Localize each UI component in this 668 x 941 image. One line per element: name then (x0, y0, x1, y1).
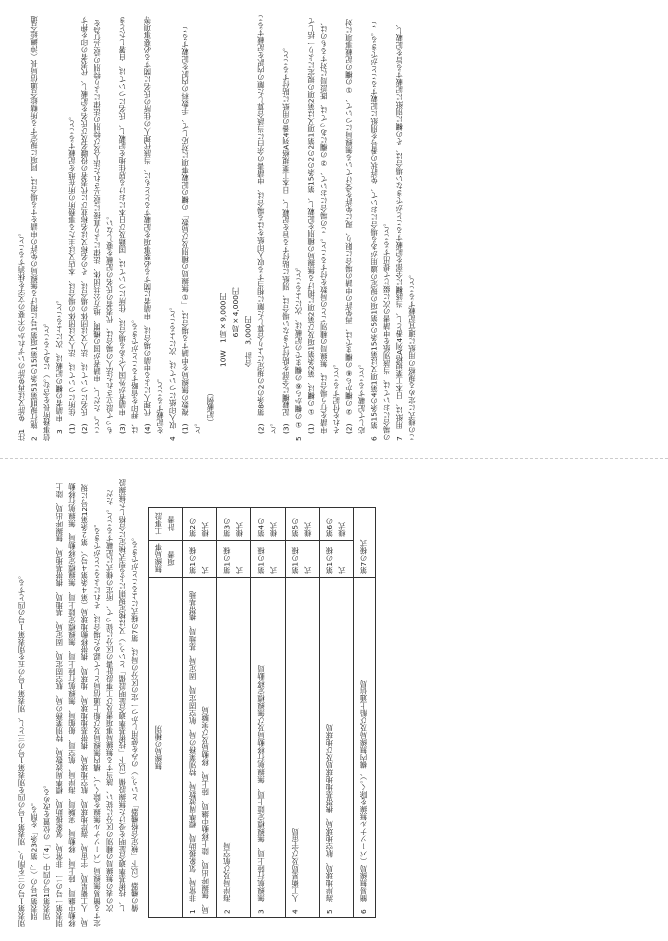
note-3-3: (3) 申請者が外国人である場合は、住所については、国籍及び日本における居住地を記載し、氏名については、自署したときは、押印を省略することができる。 (117, 16, 140, 435)
note-3-2: (2) 氏名については、法人又は団体の場合は、その名称又は名称並びに代表者の役職名及び氏名を記載し、代表者の印を押すこと。ただし、申請者が国の機関、地方公共団体、法律により直接に設立された法人及び特別の法律により特別の設立行為をもって設立された法人の場合は、代表者の氏名の記載を要しない。 (79, 16, 115, 435)
note-5-2: (2) ②の欄から⑥の欄までは、再免許の申請の場合に限り、現に免許を受けている無線局について、①の欄の記載事項に対応して記載すること。 (344, 19, 367, 435)
note-4: 4 収入印紙については、次によること。 (168, 303, 178, 441)
intro-3: 別表第1号の四中（「4」の位置を改める。 (42, 781, 52, 921)
row1-type: 1 非常局、気象援助局、標準周波数局、特別業務の局、航空固定局、固定局、基地局、携帯基地局、無線呼出局、陸上移動中継局、陸上局、移動局及び実験局 (183, 577, 217, 917)
row3-type: 3 無線航行陸上局、無線標定陸上局、無線航行移動局及び無線標定移動局 (251, 577, 285, 917)
lower-page (0, 465, 668, 941)
revision-text: 別表第一号の二 非常局、気象援助局、標準周波数局、特別業務の局、航空固定局、固定局、基地局、携帯基地局、無線呼出局、陸上移動中継局、陸上局、移動局、実験局、海岸局、航空局、船舶局、無線航行陸上局、無線標定陸上局、無線標定移動局、無線航行移動局、人工衛星局、宇宙局、海岸地球局、航空地球局、携帯基地地球局、地球局、携帯移動地球局（第４条第４号）、第２条第12号に規定する簡易無線局（パーソナル無線を除く。）、構内無線局及び船上通信局として認めた場合は、それによることができる。 (54, 483, 102, 927)
row4-type: 4 人工衛星局及び宇宙局 (285, 577, 319, 917)
note-2: 2 施行規則第51条の15第1項第1号に掲げる無線局の免許の申請をする場合は、同項に規定する所轄総合通信局長（沖縄総合通信事務所長を含む。）にあてること。 (29, 15, 52, 441)
note-1: 注1 免許又は再免許のいずれかの不要の文字を抹消すること。 (17, 229, 26, 441)
example-label: （記載例） (205, 389, 215, 427)
row5-items: 第1の様式 (319, 540, 353, 577)
intro-2: 別表第1号の（「、第23条」を削る。 (29, 798, 39, 921)
fee-line-2: 6局×4,000円 (231, 287, 241, 367)
table-row (319, 508, 353, 918)
row5-design: 第6の様式 (319, 508, 353, 541)
note-7: 7 用紙は、日本工業規格A列4番とし、当該欄に全部を記載することができない場合は、その欄に別紙に記載する旨を記載し、この様式に定める規格の用紙に適宜記載すること。 (394, 19, 417, 441)
note-3-1: (1) 住所については、法人又は団体の場合は、本店又は主たる事務所の所在地を記載すること。 (67, 113, 77, 435)
table-header-row (148, 508, 182, 918)
table-row (354, 508, 376, 918)
note-6: 6 第15条の4第1項又は第15条の5第1項の規定の適用がある場合において、免許状の番号を別紙に記載することができる。この場合においては、当該別紙を申請書の次に綴じて提出すること。 (369, 21, 392, 441)
row2-items: 第1の様式 (217, 540, 251, 577)
note-4-3: (3) 記載欄に全部を貼付できない場合は、別紙に貼付する旨を記載し、日本工業規格A列4番の用紙に貼付すること。 (281, 44, 291, 435)
fee-total: 合計 3,000円 (243, 316, 253, 367)
row6-type: 6 簡易無線局（パーソナル無線を除く。）、構内無線局及び船上通信局 (354, 577, 376, 917)
page-divider (0, 458, 668, 459)
table-row (217, 508, 251, 918)
note-5-1: (1) ①の欄は、第2条第1項及び第2項に掲げる無線局の種別を記載し、第15条の2の2第1項又は第2項の規定により一括して申請を行う場合は、無線局の種別ごとの局数を付すること。この場合において、②の欄にあっては、既設局に対するものは、それを付記すること。 (306, 17, 341, 435)
row4-items: 第1の様式 (285, 540, 319, 577)
lower-page-text (0, 465, 668, 941)
row3-design: 第4の様式 (251, 508, 285, 541)
note-4-2: (2) 第8条の2の規定により合算した額に相当する収入印紙をはる場合は、申請書の余白に当該合算した額の内訳を記載すること。 (256, 14, 278, 435)
row1-items: 第1の様式 (183, 540, 217, 577)
row3-items: 第1の様式 (251, 540, 285, 577)
note-3-4: (4) 代理人による申請の場合は、申請者に関する必要事項を記載するとともに、当該代理人の住所の氏名に関する必要事項等を記載すること。 (142, 16, 165, 435)
upper-page (0, 0, 668, 455)
fee-line-1: 10W 1局×9,000円 (218, 293, 228, 367)
header-design: 工事設計書 (148, 508, 182, 541)
note-3: 3 申請者の欄の記載は、次によること。 (54, 296, 64, 435)
table-row (251, 508, 285, 918)
row5-type: 5 海岸地球局、航空地球局、携帯基地地球局及び地球局 (319, 577, 353, 917)
note-5: 5 ①の欄から⑥の欄までの記載は、次によること。 (294, 262, 304, 441)
note-4-1: (1) 複数の無線局を申請する場合は、「①無線局の種別及び局数」の欄の記載事項に対応して、手数料の内訳を記載すること。 (180, 26, 203, 435)
header-station-type: 無線局の種別 (148, 577, 182, 917)
row1-design: 第2の様式 (183, 508, 217, 541)
row6-items: 第7の様式 (354, 508, 376, 578)
station-type-table (148, 507, 376, 918)
row2-type: 2 海岸局及び航空局 (217, 577, 251, 917)
row4-design: 第5の様式 (285, 508, 319, 541)
header-station-items: 無線局事項書 (148, 540, 182, 577)
row2-design: 第3の様式 (217, 508, 251, 541)
table-row (183, 508, 217, 918)
upper-page-text (0, 0, 668, 455)
station-table-wrap (148, 507, 376, 927)
main-paragraph: 次の表の無線局の種別の区分に従い、該当する無線局事項書及び工事設計書の区分に従って、所定の様式に記載すること。ただし、技術基準適合証明を受けた無線設備（以下「技術基準適合証明設備」という。）又は検定規則による型式検定に合格した無線設備の機器（以下「検定合格機器」という。）のみを使用しかつ一定の区分の局は、第7の様式によることができる。 (105, 479, 140, 913)
intro-1: 別表第１号の三を削り、別表第１号の四を別表第１号の三とし、別表第１号の五を別表第１号の四とする。 (17, 571, 26, 927)
table-row (285, 508, 319, 918)
